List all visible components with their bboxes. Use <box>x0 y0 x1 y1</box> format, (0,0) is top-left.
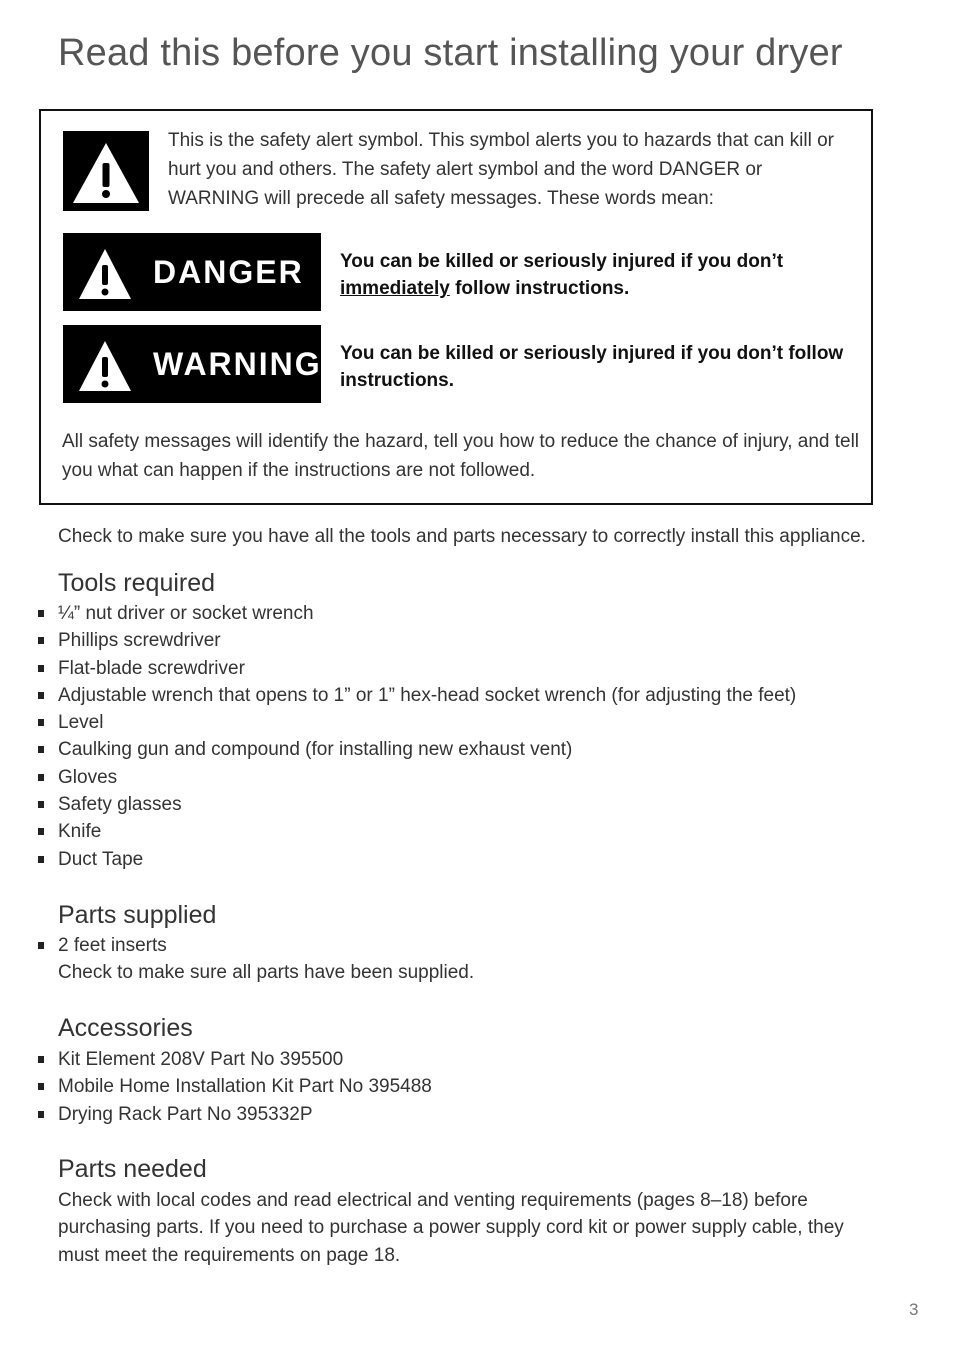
list-item: Duct Tape <box>0 846 796 873</box>
list-item: ¼” nut driver or socket wrench <box>0 600 796 627</box>
parts-supplied-list <box>0 932 167 959</box>
list-item: Flat-blade screwdriver <box>0 655 796 682</box>
page-number: 3 <box>909 1300 919 1319</box>
parts-supplied-note: Check to make sure all parts have been supplied. <box>58 962 475 983</box>
list-item: Adjustable wrench that opens to 1” or 1” hex-head socket wrench (for adjusting the feet) <box>0 682 796 709</box>
safety-information-box <box>39 109 873 505</box>
tools-required-heading: Tools required <box>58 569 216 597</box>
tools-list <box>0 600 796 873</box>
list-item: Safety glasses <box>0 791 796 818</box>
list-item: Knife <box>0 818 796 845</box>
parts-needed-text: Check with local codes and read electrical and venting requirements (pages 8–18) before purchasing parts. If you need to purchase a power supply cord kit or power supply cable, they must meet the requirements on page 18. <box>58 1190 844 1266</box>
page-title: Read this before you start installing your dryer <box>58 32 843 74</box>
warning-signal-label <box>63 325 321 403</box>
list-item: Caulking gun and compound (for installing new exhaust vent) <box>0 736 796 763</box>
list-item: 2 feet inserts <box>0 932 167 959</box>
warning-word: WARNING <box>153 346 322 382</box>
parts-needed-heading: Parts needed <box>58 1155 207 1183</box>
list-item: Phillips screwdriver <box>0 627 796 654</box>
danger-signal-label <box>63 233 321 311</box>
warning-alert-icon <box>75 337 135 393</box>
safety-alert-description: This is the safety alert symbol. This symbol alerts you to hazards that can kill or hurt you and others. The safety alert symbol and the word DANGER or WARNING will precede all safety messages. These words mean: <box>168 130 834 209</box>
danger-alert-icon <box>75 245 135 301</box>
intro-text: Check to make sure you have all the tools and parts necessary to correctly install this appliance. <box>58 526 866 547</box>
parts-supplied-heading: Parts supplied <box>58 901 217 929</box>
accessories-list <box>0 1046 432 1128</box>
danger-word: DANGER <box>153 254 304 290</box>
danger-message-emphasis: immediately <box>340 278 450 299</box>
danger-message: You can be killed or seriously injured if you don’t immediately follow instructions. <box>340 251 784 299</box>
list-item: Mobile Home Installation Kit Part No 395488 <box>0 1073 432 1100</box>
list-item: Drying Rack Part No 395332P <box>0 1101 432 1128</box>
safety-box-footer: All safety messages will identify the hazard, tell you how to reduce the chance of injury, and tell you what can happen if the instructions are not followed. <box>62 431 860 481</box>
list-item: Level <box>0 709 796 736</box>
safety-alert-icon <box>63 131 149 211</box>
accessories-heading: Accessories <box>58 1014 193 1042</box>
list-item: Kit Element 208V Part No 395500 <box>0 1046 432 1073</box>
warning-message: You can be killed or seriously injured if you don’t follow instructions. <box>340 343 844 391</box>
list-item: Gloves <box>0 764 796 791</box>
